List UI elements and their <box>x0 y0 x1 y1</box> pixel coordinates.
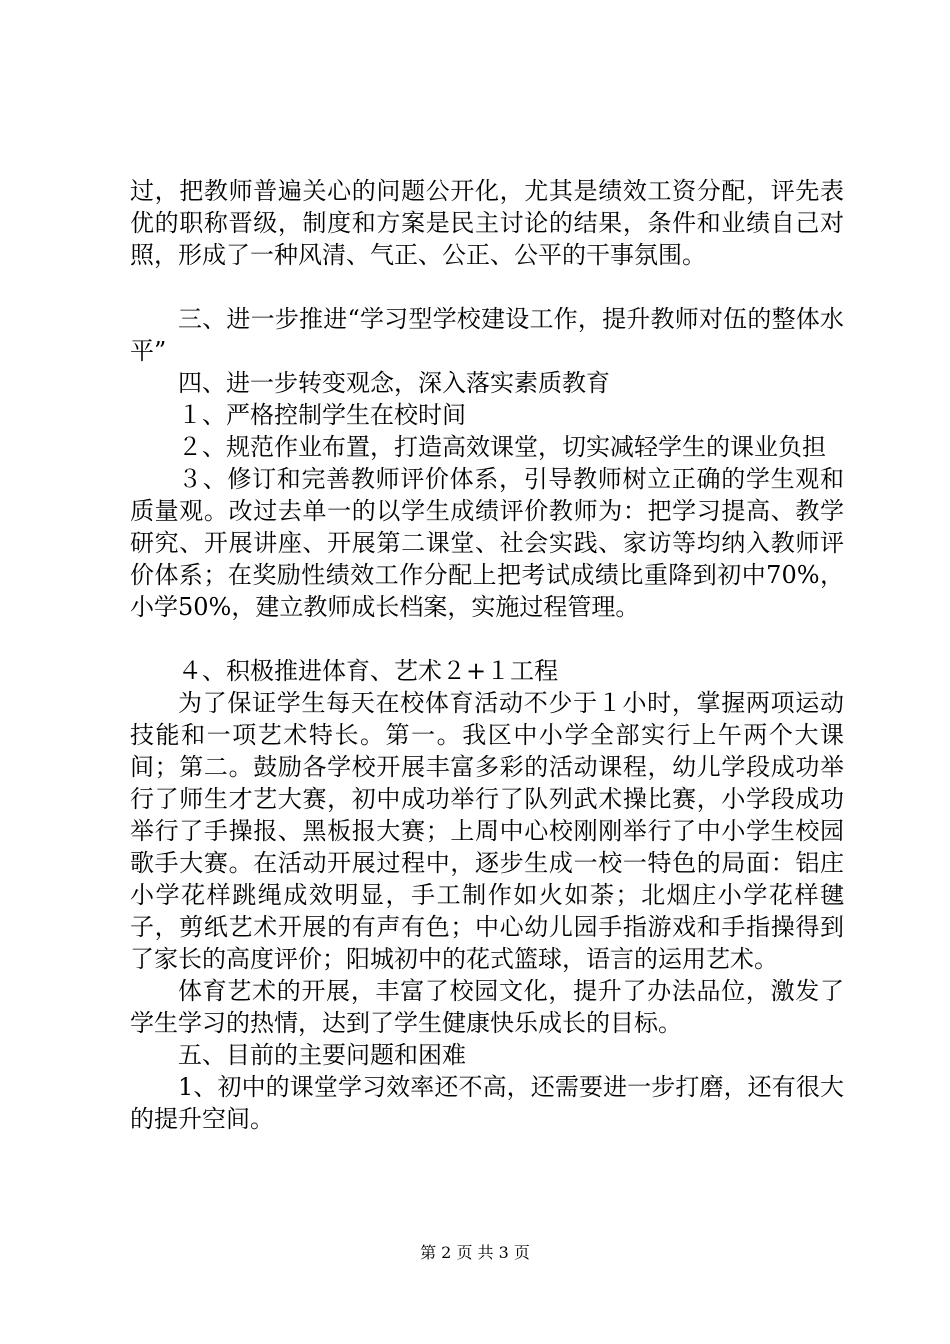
paragraph-sports-activities: 为了保证学生每天在校体育活动不少于１小时，掌握两项运动技能和一项艺术特长。第一。我区中小学全部实行上午两个大课间；第二。鼓励各学校开展丰富多彩的活动课程，幼儿学段成功举行了师生才艺大赛，初中成功举行了队列武术操比赛，小学段成功举行了手操报、黑板报大赛；上周中心校刚刚举行了中小学生校园歌手大赛。在活动开展过程中，逐步生成一校一特色的局面：铝庄小学花样跳绳成效明显，手工制作如火如荼；北烟庄小学花样毽子，剪纸艺术开展的有声有色；中心幼儿园手指游戏和手指操得到了家长的高度评价；阳城初中的花式篮球，语言的运用艺术。 <box>130 689 844 973</box>
list-item-2: ２、规范作业布置，打造高效课堂，切实减轻学生的课业负担 <box>178 433 826 461</box>
heading-section-5: 五、目前的主要问题和困难 <box>178 1041 466 1069</box>
list-item-4: ４、积极推进体育、艺术２+１工程 <box>178 657 559 685</box>
document-body <box>130 175 844 1135</box>
page-number-footer: 第 2 页 共 3 页 <box>420 1243 530 1262</box>
list-item-1: １、严格控制学生在校时间 <box>178 401 466 429</box>
heading-section-4: 四、进一步转变观念，深入落实素质教育 <box>178 369 610 397</box>
list-item-3: ３、修订和完善教师评价体系，引导教师树立正确的学生观和质量观。改过去单一的以学生成绩评价教师为：把学习提高、教学研究、开展讲座、开展第二课堂、社会实践、家访等均纳入教师评价体系；在奖励性绩效工作分配上把考试成绩比重降到初中70%，小学50%，建立教师成长档案，实施过程管理。 <box>130 465 844 621</box>
problem-item-1: 1、初中的课堂学习效率还不高，还需要进一步打磨，还有很大的提升空间。 <box>130 1073 844 1133</box>
paragraph-continuation: 过，把教师普遍关心的问题公开化，尤其是绩效工资分配，评先表优的职称晋级，制度和方案是民主讨论的结果，条件和业绩自己对照，形成了一种风清、气正、公正、公平的干事氛围。 <box>130 177 844 269</box>
heading-section-3: 三、进一步推进“学习型学校建设工作，提升教师对伍的整体水平” <box>130 305 844 365</box>
paragraph-sports-summary: 体育艺术的开展，丰富了校园文化，提升了办法品位，激发了学生学习的热情，达到了学生健康快乐成长的目标。 <box>130 977 844 1037</box>
